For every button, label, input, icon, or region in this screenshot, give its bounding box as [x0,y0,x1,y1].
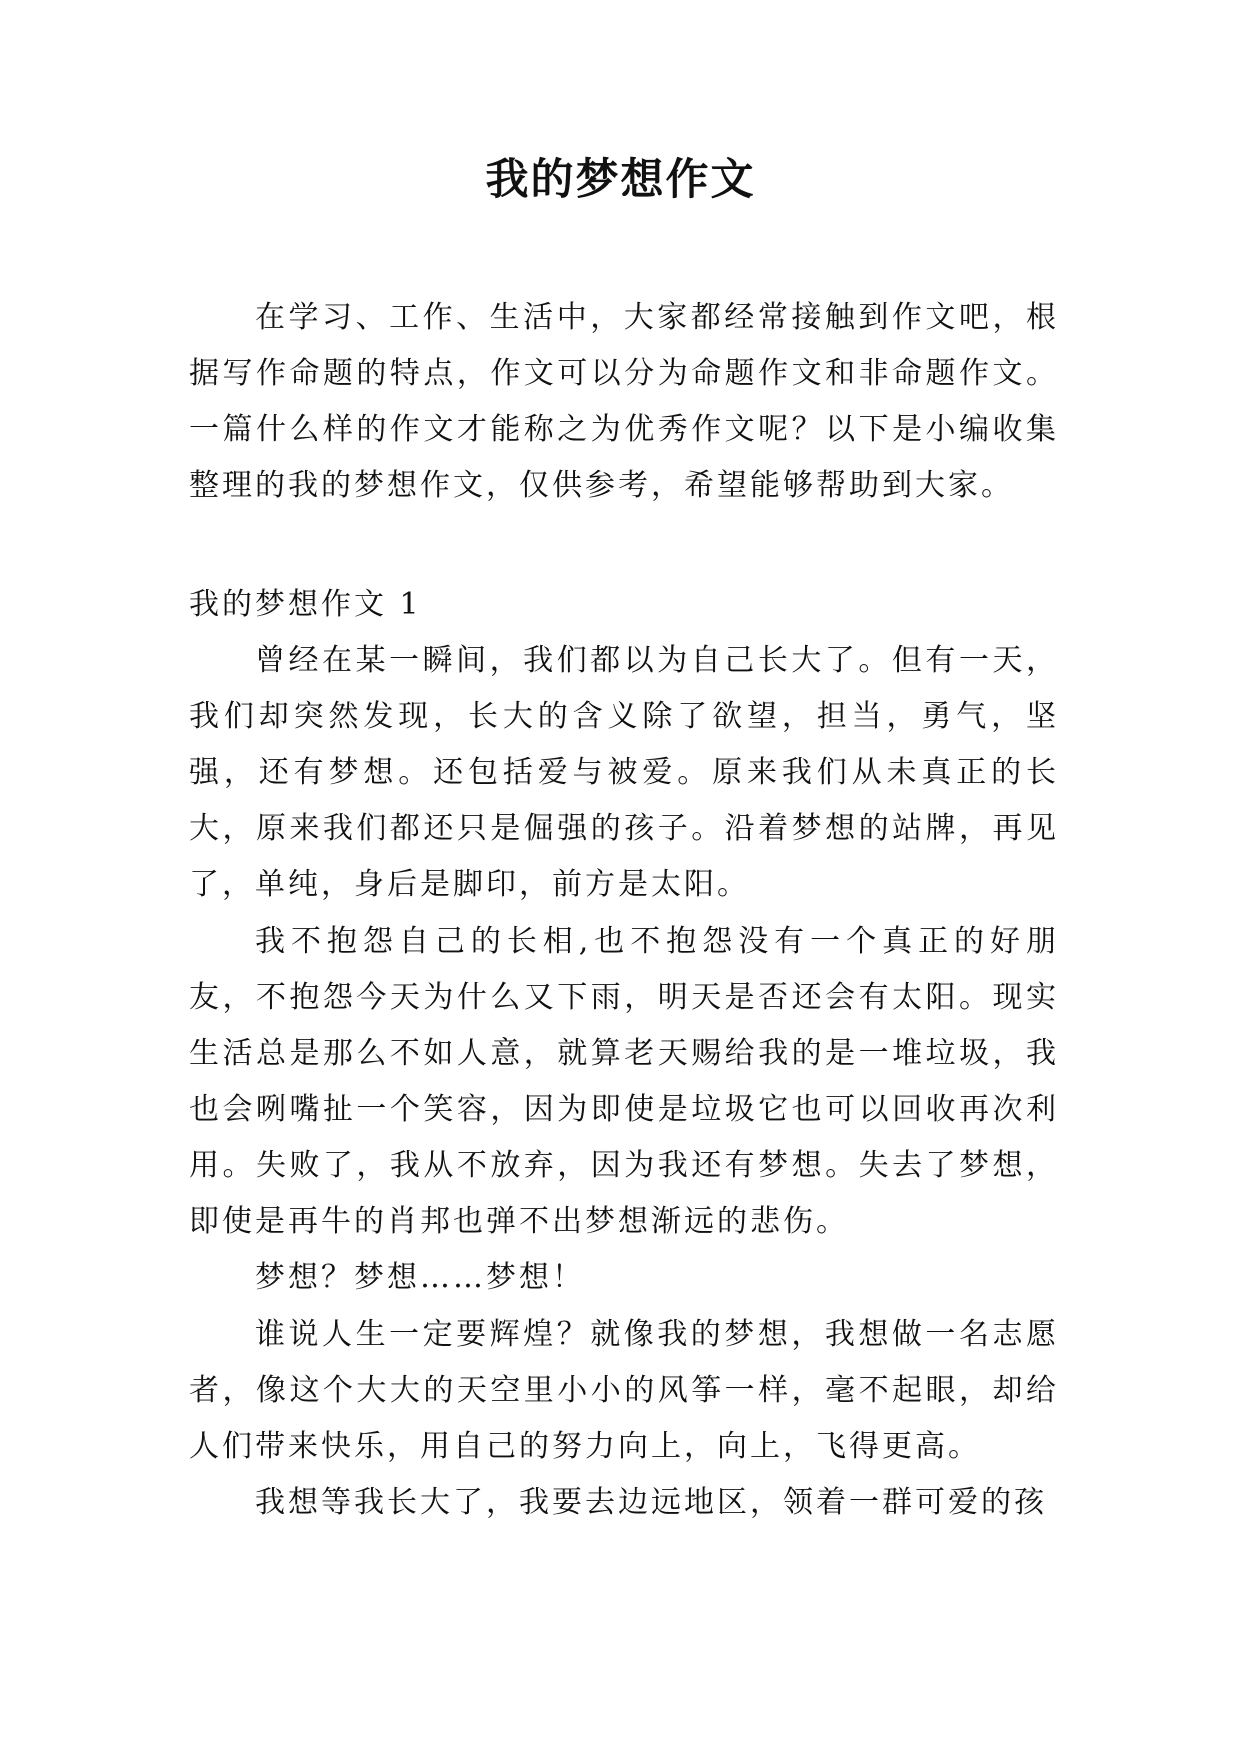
essay-paragraph-3: 梦想？梦想……梦想！ [255,1260,585,1295]
intro-section [189,290,1059,514]
essay-paragraph-1: 曾经在某一瞬间，我们都以为自己长大了。但有一天，我们却突然发现，长大的含义除了欲望，担当，勇气，坚强，还有梦想。还包括爱与被爱。原来我们从未真正的长大，原来我们都还只是倔强的孩子。沿着梦想的站牌，再见了，单纯，身后是脚印，前方是太阳。 [189,643,1059,902]
essay-section [189,577,1059,1532]
section-heading: 我的梦想作文 1 [189,587,422,622]
intro-paragraph: 在学习、工作、生活中，大家都经常接触到作文吧，根据写作命题的特点，作文可以分为命题作文和非命题作文。一篇什么样的作文才能称之为优秀作文呢？以下是小编收集整理的我的梦想作文，仅供参考，希望能够帮助到大家。 [189,300,1059,503]
essay-paragraph-4: 谁说人生一定要辉煌？就像我的梦想，我想做一名志愿者，像这个大大的天空里小小的风筝一样，毫不起眼，却给人们带来快乐，用自己的努力向上，向上，飞得更高。 [189,1316,1059,1464]
page-title: 我的梦想作文 [485,155,756,205]
essay-paragraph-2: 我不抱怨自己的长相,也不抱怨没有一个真正的好朋友，不抱怨今天为什么又下雨，明天是否还会有太阳。现实生活总是那么不如人意，就算老天赐给我的是一堆垃圾，我也会咧嘴扯一个笑容，因为即使是垃圾它也可以回收再次利用。失败了，我从不放弃，因为我还有梦想。失去了梦想，即使是再牛的肖邦也弹不出梦想渐远的悲伤。 [189,923,1059,1239]
essay-paragraph-5: 我想等我长大了，我要去边远地区，领着一群可爱的孩 [255,1485,1047,1520]
